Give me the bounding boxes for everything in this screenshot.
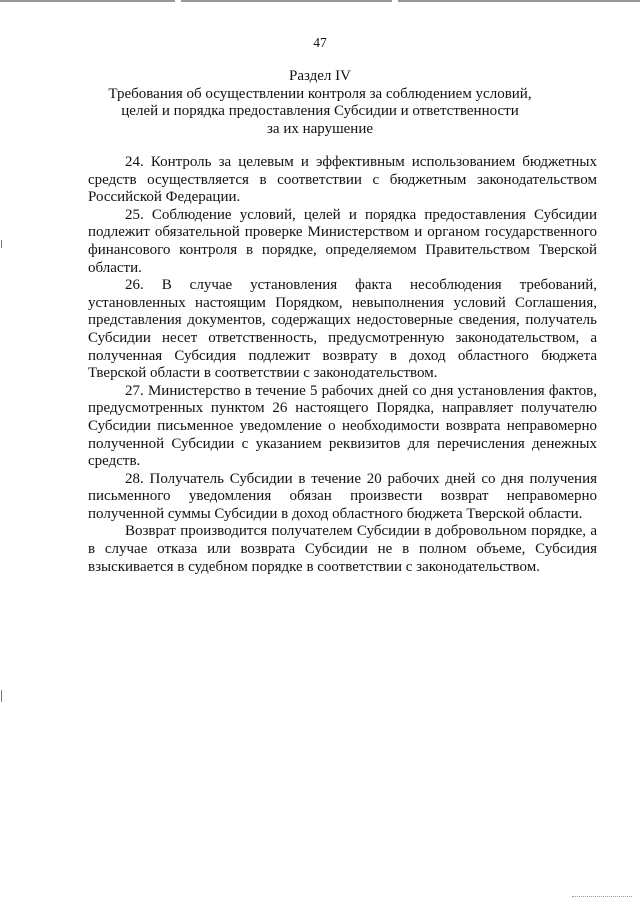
scan-margin-mark bbox=[1, 240, 2, 248]
scan-border-gap bbox=[175, 0, 181, 3]
section-title-line: целей и порядка предоставления Субсидии и ответственности bbox=[121, 103, 519, 119]
paragraph-26: 26. В случае установления факта несоблюдения требований, установленных настоящим Порядком, невыполнения условий Соглашения, представления документов, содержащих недостоверные сведения, получатель Субсидии несет ответственность, предусмотренную законодательством, а полученная Субсидия подлежит возврату в доход областного бюджета Тверской области в соответствии с законодательством. bbox=[88, 277, 597, 382]
paragraph-24: 24. Контроль за целевым и эффективным использованием бюджетных средств осуществляется в соответствии с бюджетным законодательством Российской Федерации. bbox=[88, 154, 597, 206]
paragraph-25: 25. Соблюдение условий, целей и порядка предоставления Субсидии подлежит обязательной проверке Министерством и органом государственного финансового контроля в порядке, определяемом Правительством Тверской области. bbox=[88, 206, 597, 276]
scan-border-gap bbox=[392, 0, 398, 3]
section-heading bbox=[0, 68, 640, 138]
scan-margin-mark bbox=[1, 690, 2, 702]
paragraph-refund: Возврат производится получателем Субсидии в добровольном порядке, а в случае отказа или возврата Субсидии не в полном объеме, Субсидия взыскивается в судебном порядке в соответствии с законодательством. bbox=[88, 523, 597, 575]
page-number: 47 bbox=[313, 35, 327, 50]
section-title-line: за их нарушение bbox=[266, 120, 374, 137]
section-label: Раздел IV bbox=[288, 68, 351, 84]
scan-artifact bbox=[572, 896, 632, 899]
document-body bbox=[88, 154, 597, 576]
paragraph-28: 28. Получатель Субсидии в течение 20 рабочих дней со дня получения письменного уведомления обязан произвести возврат неправомерно полученной суммы Субсидии в доход областного бюджета Тверской области. bbox=[88, 470, 597, 522]
paragraph-27: 27. Министерство в течение 5 рабочих дней со дня установления фактов, предусмотренных пунктом 26 настоящего Порядка, направляет получателю Субсидии письменное уведомление о необходимости возврата неправомерно полученной Субсидии с указанием реквизитов для перечисления денежных средств. bbox=[88, 382, 597, 470]
scan-top-border bbox=[0, 0, 640, 2]
section-title-line: Требования об осуществлении контроля за соблюдением условий, bbox=[108, 85, 532, 102]
